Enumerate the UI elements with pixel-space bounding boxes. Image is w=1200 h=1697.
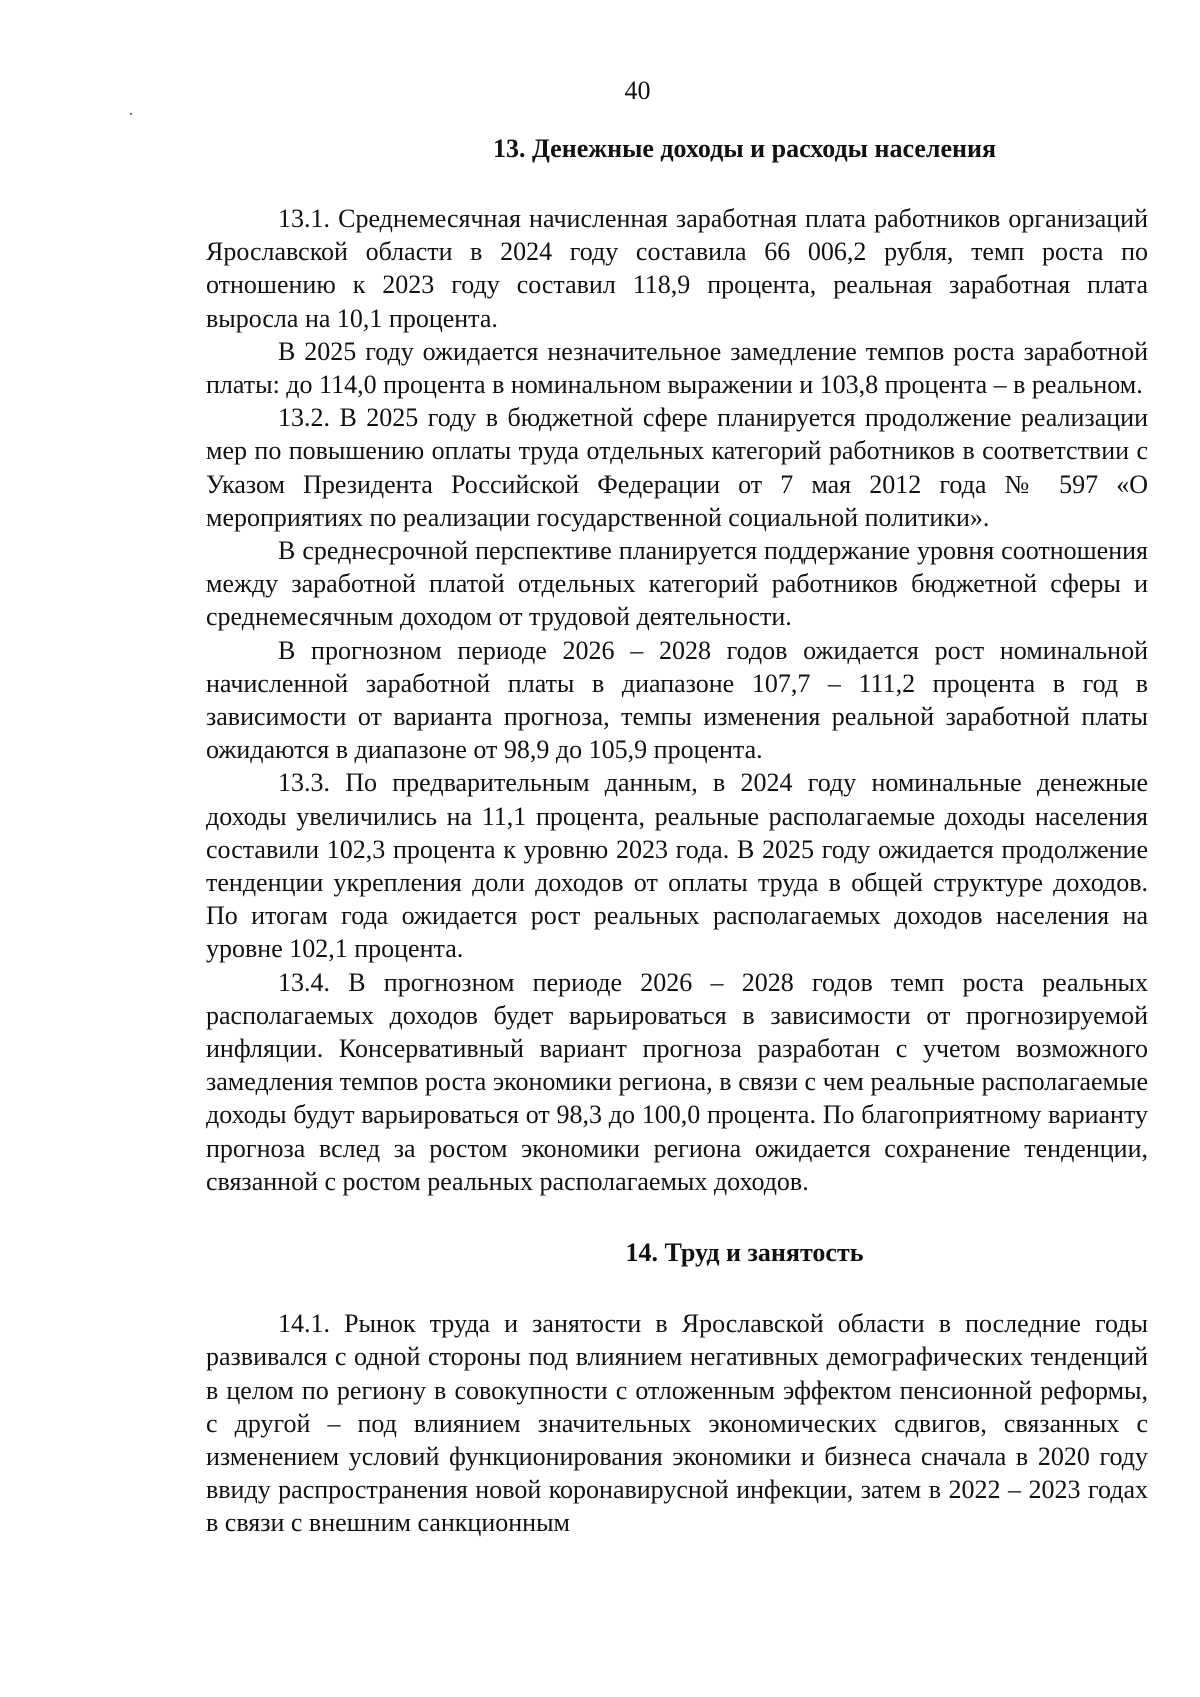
paragraph-13-2-forecast: В прогнозном периоде 2026 – 2028 годов ожидается рост номинальной начисленной заработной платы в диапазоне 107,7 – 111,2 процента в год в зависимости от варианта прогноза, темпы изменения реальной заработной платы ожидаются в диапазоне от 98,9 до 105,9 процента.: [206, 635, 1148, 765]
paragraph-13-1: 13.1. Среднемесячная начисленная заработная плата работников организаций Ярославской области в 2024 году составила 66 006,2 рубля, темп роста по отношению к 2023 году составил 118,9 процента, реальная заработная плата выросла на 10,1 процента.: [206, 204, 1148, 333]
section-13-title: 13. Денежные доходы и расходы населения: [492, 134, 997, 163]
document-body: [206, 132, 1148, 1540]
paragraph-13-2-medium-term: В среднесрочной перспективе планируется поддержание уровня соотношения между заработной платой отдельных категорий работников бюджетной сферы и среднемесячным доходом от трудовой деятельности.: [206, 536, 1148, 632]
paragraph-13-4: 13.4. В прогнозном периоде 2026 – 2028 годов темп роста реальных располагаемых доходов будет варьироваться в зависимости от прогнозируемой инфляции. Консервативный вариант прогноза разработан с учетом возможного замедления темпов роста экономики региона, в связи с чем реальные располагаемые доходы будут варьироваться от 98,3 до 100,0 процента. По благоприятному варианту прогноза вслед за ростом экономики региона ожидается сохранение тенденции, связанной с ростом реальных располагаемых доходов.: [206, 967, 1148, 1196]
page-number: 40: [624, 76, 651, 105]
paragraph-13-3: 13.3. По предварительным данным, в 2024 году номинальные денежные доходы увеличились на 11,1 процента, реальные располагаемые доходы населения составили 102,3 процента к уровню 2023 года. В 2025 году ожидается продолжение тенденции укрепления доли доходов от оплаты труда в общей структуре доходов. По итогам года ожидается рост реальных располагаемых доходов населения на уровне 102,1 процента.: [206, 768, 1148, 964]
section-14-title: 14. Труд и занятость: [625, 1238, 864, 1268]
paragraph-14-1: 14.1. Рынок труда и занятости в Ярославской области в последние годы развивался с одной стороны под влиянием негативных демографических тенденций в целом по региону в совокупности с отложенным эффектом пенсионной реформы, с другой – под влиянием значительных экономических сдвигов, связанных с изменением условий функционирования экономики и бизнеса сначала в 2020 году ввиду распространения новой коронавирусной инфекции, затем в 2022 – 2023 годах в связи с внешним санкционным: [206, 1309, 1148, 1538]
paragraph-13-1-forecast: В 2025 году ожидается незначительное замедление темпов роста заработной платы: до 114,0 процента в номинальном выражении и 103,8 процента – в реальном.: [206, 336, 1148, 400]
scan-speck: [130, 113, 132, 115]
paragraph-13-2: 13.2. В 2025 году в бюджетной сфере планируется продолжение реализации мер по повышению оплаты труда отдельных категорий работников в соответствии с Указом Президента Российской Федерации от 7 мая 2012 года № 597 «О мероприятиях по реализации государственной социальной политики».: [206, 403, 1148, 532]
